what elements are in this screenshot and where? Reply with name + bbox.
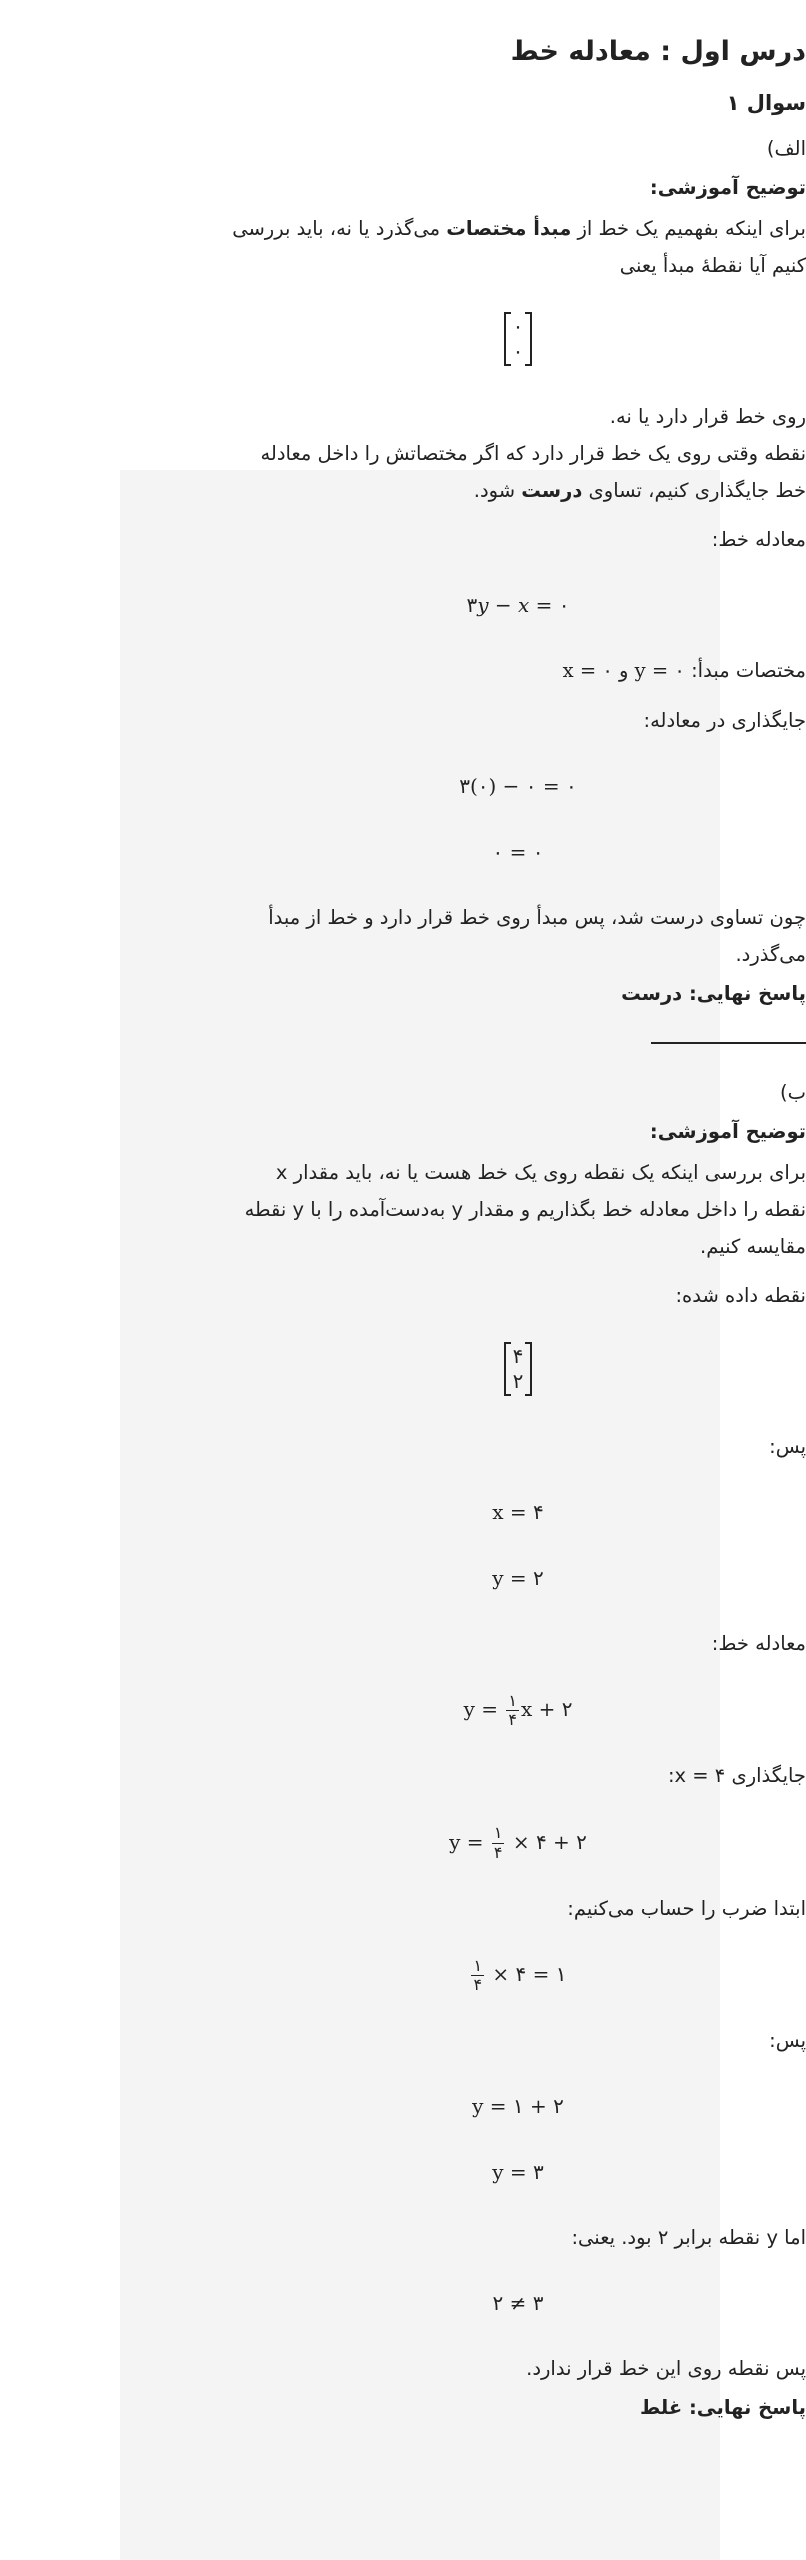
substitution-x-label: جایگذاری x = ۴: — [667, 1764, 806, 1788]
result-equation: ۰ = ۰ — [492, 839, 544, 864]
origin-vector: ۰ ۰ — [230, 312, 806, 370]
part-a-conclusion: چون تساوی درست شد، پس مبدأ روی خط قرار دارد و خط از مبدأ می‌گذرد. — [268, 905, 806, 966]
part-a-explain-heading: توضیح آموزشی: — [649, 176, 806, 200]
step-2-equation: y = ۳ — [492, 2160, 544, 2185]
so-label-2: پس: — [769, 2029, 806, 2053]
part-a-label: الف) — [766, 137, 806, 161]
part-a-equation: ۳y − x = ۰ — [466, 593, 570, 618]
comparison-label: اما y نقطه برابر ۲ بود. یعنی: — [571, 2226, 806, 2250]
part-a-explanation: برای اینکه بفهمیم یک خط از مبدأ مختصات می‌گذرد یا نه، باید بررسی کنیم آیا نقطهٔ مبدأ یعنی — [232, 217, 806, 278]
part-a-equation-label: معادله خط: — [711, 528, 806, 552]
not-equal-equation: ۲ ≠ ۳ — [492, 2291, 544, 2316]
question-heading: سوال ۱ — [726, 90, 806, 115]
multiplication-label: ابتدا ضرب را حساب می‌کنیم: — [567, 1896, 806, 1920]
document-body — [230, 0, 806, 2427]
part-a-final-answer: پاسخ نهایی: درست — [621, 981, 806, 1005]
part-a-rule: نقطه وقتی روی یک خط قرار دارد که اگر مختصاتش را داخل معادله خط جایگذاری کنیم، تساوی درست شود. — [260, 442, 806, 503]
part-b-conclusion: پس نقطه روی این خط قرار ندارد. — [526, 2357, 806, 2381]
part-a — [230, 130, 806, 1012]
part-a-on-line-text: روی خط قرار دارد یا نه. — [609, 405, 806, 429]
substitution-equation: ۳(۰) − ۰ = ۰ — [459, 773, 577, 798]
lesson-title: درس اول : معادله خط — [510, 36, 806, 67]
step-1-equation: y = ۱ + ۲ — [472, 2094, 564, 2119]
x-value: x = ۴ — [492, 1500, 544, 1525]
multiplication-equation: $\frac{۱}{۴}$ × ۴ = ۱ — [473, 1955, 567, 1994]
part-b — [230, 1074, 806, 2427]
so-label: پس: — [769, 1434, 806, 1458]
point-vector: ۴ ۲ — [230, 1342, 806, 1400]
section-divider — [651, 1042, 806, 1044]
substituted-equation: y = $\frac{۱}{۴}$ × ۴ + ۲ — [449, 1823, 587, 1862]
part-b-equation: y = $\frac{۱}{۴}$ x + ۲ — [463, 1690, 573, 1730]
part-b-final-answer: پاسخ نهایی: غلط — [640, 2396, 806, 2420]
y-value: y = ۲ — [492, 1566, 544, 1591]
part-b-explanation: برای بررسی اینکه یک نقطه روی یک خط هست یا نه، باید مقدار x نقطه را داخل معادله خط بگذاریم و مقدار y به‌دست‌آمده را با y نقطه مقایسه کنیم. — [244, 1160, 806, 1258]
part-b-label: ب) — [780, 1080, 806, 1104]
substitution-label: جایگذاری در معادله: — [643, 708, 806, 732]
part-b-equation-label: معادله خط: — [711, 1632, 806, 1656]
part-b-explain-heading: توضیح آموزشی: — [649, 1119, 806, 1143]
point-label: نقطه داده شده: — [675, 1283, 806, 1307]
origin-coordinates: مختصات مبدأ: x = ۰ و y = ۰ — [562, 659, 806, 683]
